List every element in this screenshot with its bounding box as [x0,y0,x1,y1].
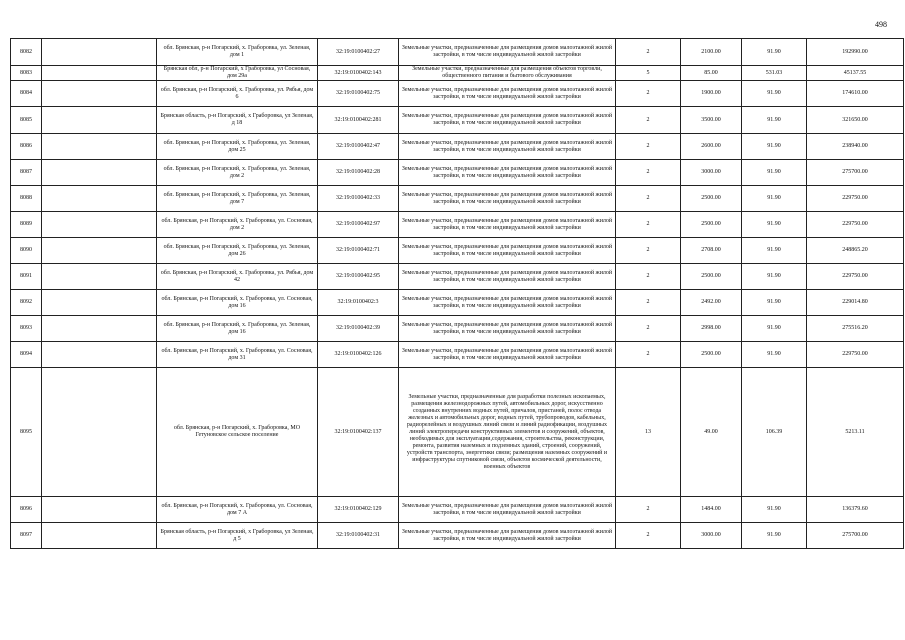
address-cell: обл. Брянская, р-н Погарский, х. Граборовка, ул. Сосновая, дом 7 А [157,497,318,523]
address-cell: обл. Брянская, р-н Погарский, х. Граборовка, ул. Зеленая, дом 26 [157,238,318,264]
address-cell: Брянская обл, р-н Погарский, х Граборовка, ул Сосновая, дом 29а [157,66,318,81]
empty-cell [42,212,157,238]
group-code-cell: 2 [616,186,681,212]
empty-cell [42,238,157,264]
empty-cell [42,290,157,316]
land-use-cell: Земельные участки, предназначенные для размещения домов малоэтажной жилой застройки, в том числе индивидуальной жилой застройки [399,316,616,342]
table-row [11,523,904,549]
address-cell: Брянская область, р-н Погарский, х Граборовка, ул Зеленая, д 18 [157,107,318,134]
area-cell: 2500.00 [681,342,742,368]
address-cell: обл. Брянская, р-н Погарский, х. Граборовка, ул. Сосновая, дом 31 [157,342,318,368]
table-row [11,212,904,238]
group-code-cell: 13 [616,368,681,497]
land-use-cell: Земельные участки, предназначенные для размещения домов малоэтажной жилой застройки, в том числе индивидуальной жилой застройки [399,290,616,316]
cadastral-number-cell: 32:19:0100402:95 [318,264,399,290]
rate-cell: 91.90 [742,160,807,186]
land-use-cell: Земельные участки, предназначенные для размещения домов малоэтажной жилой застройки, в том числе индивидуальной жилой застройки [399,186,616,212]
rate-cell: 91.90 [742,186,807,212]
area-cell: 2998.00 [681,316,742,342]
group-code-cell: 5 [616,66,681,81]
row-number: 8083 [11,66,42,81]
address-cell: обл. Брянская, р-н Погарский, х. Граборовка, ул. Зеленая, дом 25 [157,134,318,160]
rate-cell: 91.90 [742,134,807,160]
address-cell: обл. Брянская, р-н Погарский, х. Граборовка, ул. Зеленая, дом 7 [157,186,318,212]
address-cell: обл. Брянская, р-н Погарский, х. Граборовка, ул. Зеленая, дом 16 [157,316,318,342]
cadastral-number-cell: 32:19:0100402:47 [318,134,399,160]
cost-cell: 275516.20 [807,316,904,342]
area-cell: 3500.00 [681,107,742,134]
cadastral-number-cell: 32:19:0100402:126 [318,342,399,368]
land-use-cell: Земельные участки, предназначенные для размещения объектов торговли, общественного питания и бытового обслуживания [399,66,616,81]
rate-cell: 91.90 [742,212,807,238]
row-number: 8082 [11,39,42,66]
table-row [11,134,904,160]
row-number: 8088 [11,186,42,212]
land-use-cell: Земельные участки, предназначенные для размещения домов малоэтажной жилой застройки, в том числе индивидуальной жилой застройки [399,212,616,238]
group-code-cell: 2 [616,497,681,523]
empty-cell [42,523,157,549]
empty-cell [42,342,157,368]
cost-cell: 238940.00 [807,134,904,160]
address-cell: обл. Брянская, р-н Погарский, х. Граборовка, ул. Сосновая, дом 2 [157,212,318,238]
rate-cell: 91.90 [742,316,807,342]
rate-cell: 91.90 [742,497,807,523]
land-use-cell: Земельные участки, предназначенные для размещения домов малоэтажной жилой застройки, в том числе индивидуальной жилой застройки [399,134,616,160]
empty-cell [42,316,157,342]
cost-cell: 136379.60 [807,497,904,523]
page-number: 498 [875,20,887,29]
rate-cell: 91.90 [742,290,807,316]
area-cell: 2600.00 [681,134,742,160]
empty-cell [42,39,157,66]
area-cell: 2500.00 [681,264,742,290]
area-cell: 2500.00 [681,186,742,212]
land-use-cell: Земельные участки, предназначенные для размещения домов малоэтажной жилой застройки, в том числе индивидуальной жилой застройки [399,497,616,523]
rate-cell: 91.90 [742,39,807,66]
cadastral-number-cell: 32:19:0100402:27 [318,39,399,66]
table-row [11,238,904,264]
group-code-cell: 2 [616,264,681,290]
cost-cell: 321650.00 [807,107,904,134]
group-code-cell: 2 [616,212,681,238]
area-cell: 3000.00 [681,160,742,186]
address-cell: обл. Брянская, р-н Погарский, х. Граборовка, ул. Рябья, дом 42 [157,264,318,290]
group-code-cell: 2 [616,39,681,66]
group-code-cell: 2 [616,342,681,368]
row-number: 8087 [11,160,42,186]
cadastral-number-cell: 32:19:0100402:281 [318,107,399,134]
empty-cell [42,160,157,186]
cost-cell: 275700.00 [807,160,904,186]
row-number: 8086 [11,134,42,160]
area-cell: 2708.00 [681,238,742,264]
rate-cell: 531.03 [742,66,807,81]
rate-cell: 91.90 [742,107,807,134]
cost-cell: 229014.80 [807,290,904,316]
cost-cell: 229750.00 [807,212,904,238]
rate-cell: 91.90 [742,238,807,264]
area-cell: 1484.00 [681,497,742,523]
empty-cell [42,497,157,523]
address-cell: обл. Брянская, р-н Погарский, х. Граборовка, МО Гетуновское сельское поселение [157,368,318,497]
table-row [11,66,904,81]
cost-cell: 229750.00 [807,264,904,290]
area-cell: 2492.00 [681,290,742,316]
empty-cell [42,81,157,107]
row-number: 8085 [11,107,42,134]
table-row [11,368,904,497]
address-cell: обл. Брянская, р-н Погарский, х. Граборовка, ул. Рябья, дом 6 [157,81,318,107]
rate-cell: 91.90 [742,342,807,368]
group-code-cell: 2 [616,238,681,264]
cadastral-number-cell: 32:19:0100402:71 [318,238,399,264]
cadastral-number-cell: 32:19:0100402:28 [318,160,399,186]
group-code-cell: 2 [616,290,681,316]
cadastral-number-cell: 32:19:0100402:137 [318,368,399,497]
row-number: 8091 [11,264,42,290]
land-use-cell: Земельные участки, предназначенные для размещения домов малоэтажной жилой застройки, в том числе индивидуальной жилой застройки [399,39,616,66]
cost-cell: 174610.00 [807,81,904,107]
table-row [11,39,904,66]
cost-cell: 5213.11 [807,368,904,497]
cost-cell: 229750.00 [807,342,904,368]
area-cell: 1900.00 [681,81,742,107]
row-number: 8089 [11,212,42,238]
group-code-cell: 2 [616,81,681,107]
row-number: 8084 [11,81,42,107]
cadastral-number-cell: 32:19:0100402:97 [318,212,399,238]
group-code-cell: 2 [616,134,681,160]
land-use-cell: Земельные участки, предназначенные для размещения домов малоэтажной жилой застройки, в том числе индивидуальной жилой застройки [399,160,616,186]
cadastral-number-cell: 32:19:0100402:31 [318,523,399,549]
land-use-cell: Земельные участки, предназначенные для размещения домов малоэтажной жилой застройки, в том числе индивидуальной жилой застройки [399,81,616,107]
row-number: 8090 [11,238,42,264]
table-row [11,342,904,368]
table-row [11,186,904,212]
row-number: 8096 [11,497,42,523]
address-cell: обл. Брянская, р-н Погарский, х. Граборовка, ул. Зеленая, дом 2 [157,160,318,186]
land-use-cell: Земельные участки, предназначенные для размещения домов малоэтажной жилой застройки, в том числе индивидуальной жилой застройки [399,238,616,264]
area-cell: 49.00 [681,368,742,497]
table-row [11,316,904,342]
table-row [11,497,904,523]
land-use-cell: Земельные участки, предназначенные для разработки полезных ископаемых, размещения железнодорожных путей, автомобильных дорог, искусственно созданных внутренних водных путей, причалов, пристаней, полос отвода железных и автомобильных дорог, водных путей, трубопроводов, кабельных, радиорелейных и воздушных линий связи и линий радиофикации, воздушных линий электропередачи конструктивных элементов и сооружений, объектов, необходимых для эксплуатации,содержания, строительства, реконструкции, ремонта, развития наземных и подземных зданий, строений, сооружений, устройств транспорта, энергетики связи; размещения наземных сооружений и инфраструктуры спутниковой связи, объектов космической деятельности, военных объектов [399,368,616,497]
cost-cell: 275700.00 [807,523,904,549]
land-use-cell: Земельные участки, предназначенные для размещения домов малоэтажной жилой застройки, в том числе индивидуальной жилой застройки [399,523,616,549]
cost-cell: 229750.00 [807,186,904,212]
row-number: 8095 [11,368,42,497]
table-row [11,81,904,107]
group-code-cell: 2 [616,107,681,134]
area-cell: 85.00 [681,66,742,81]
land-use-cell: Земельные участки, предназначенные для размещения домов малоэтажной жилой застройки, в том числе индивидуальной жилой застройки [399,107,616,134]
group-code-cell: 2 [616,523,681,549]
rate-cell: 91.90 [742,81,807,107]
cadastral-number-cell: 32:19:0100402:33 [318,186,399,212]
area-cell: 2100.00 [681,39,742,66]
cost-cell: 192990.00 [807,39,904,66]
cadastral-number-cell: 32:19:0100402:129 [318,497,399,523]
area-cell: 3000.00 [681,523,742,549]
empty-cell [42,107,157,134]
rate-cell: 106.39 [742,368,807,497]
table-row [11,107,904,134]
address-cell: Брянская область, р-н Погарский, х Граборовка, ул Зеленая, д 5 [157,523,318,549]
table-row [11,264,904,290]
empty-cell [42,368,157,497]
land-use-cell: Земельные участки, предназначенные для размещения домов малоэтажной жилой застройки, в том числе индивидуальной жилой застройки [399,342,616,368]
row-number: 8092 [11,290,42,316]
row-number: 8097 [11,523,42,549]
table-row [11,290,904,316]
empty-cell [42,66,157,81]
cadastral-number-cell: 32:19:0100402:143 [318,66,399,81]
cost-cell: 45137.55 [807,66,904,81]
empty-cell [42,186,157,212]
table-row [11,160,904,186]
address-cell: обл. Брянская, р-н Погарский, х. Граборовка, ул. Сосновая, дом 16 [157,290,318,316]
row-number: 8093 [11,316,42,342]
rate-cell: 91.90 [742,523,807,549]
area-cell: 2500.00 [681,212,742,238]
cadastral-number-cell: 32:19:0100402:3 [318,290,399,316]
land-use-cell: Земельные участки, предназначенные для размещения домов малоэтажной жилой застройки, в том числе индивидуальной жилой застройки [399,264,616,290]
land-registry-table [10,38,904,549]
group-code-cell: 2 [616,160,681,186]
cadastral-number-cell: 32:19:0100402:75 [318,81,399,107]
cost-cell: 248865.20 [807,238,904,264]
empty-cell [42,264,157,290]
row-number: 8094 [11,342,42,368]
rate-cell: 91.90 [742,264,807,290]
address-cell: обл. Брянская, р-н Погарский, х. Граборовка, ул. Зеленая, дом 1 [157,39,318,66]
cadastral-number-cell: 32:19:0100402:39 [318,316,399,342]
empty-cell [42,134,157,160]
group-code-cell: 2 [616,316,681,342]
